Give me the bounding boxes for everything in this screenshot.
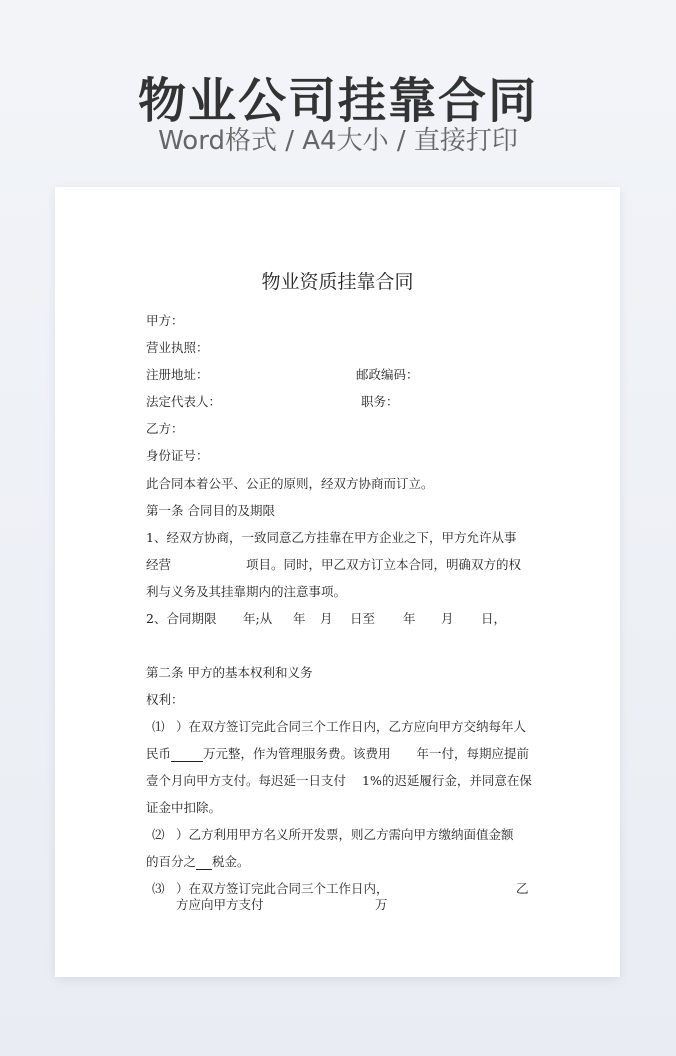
r1-line2 [146,744,529,762]
r2-line2b: 税金。 [212,854,250,869]
a1-p2-to-year: 年 [403,611,416,626]
a1-p2-from-day: 日至 [350,611,376,626]
business-license-label: 营业执照： [146,340,209,355]
intro-paragraph: 此合同本着公平、公正的原则，经双方协商而订立。 [146,476,434,491]
a1-p2-years: 年;从 [243,611,273,626]
a1-p1-line2a: 经营 [146,557,172,572]
r3-line1b: 乙 [516,881,529,896]
r2-line1: ）乙方利用甲方名义所开发票，则乙方需向甲方缴纳面值金额 [176,827,514,842]
percent-blank [196,855,212,870]
document-title: 物业资质挂靠合同 [261,271,414,293]
page-title: 物业公司挂靠合同 [137,73,538,129]
position-label: 职务： [361,394,399,409]
document-page [55,187,620,977]
r1-line2b: 万元整，作为管理服务费。该费用 [203,746,391,761]
party-b-label: 乙方： [146,421,184,436]
a1-p1-line1: 1、经双方协商，一致同意乙方挂靠在甲方企业之下，甲方允许从事 [146,530,517,545]
r1-line2a: 民币 [146,746,172,761]
r2-number: ⑵ [152,827,165,842]
a1-p1-line2b: 项目。同时，甲乙双方订立本合同，明确双方的权 [246,557,522,572]
a1-p2-to-month: 月 [441,611,454,626]
r2-line2a: 的百分之 [146,854,197,869]
reg-address-label: 注册地址： [146,367,209,382]
a1-p2-to-day: 日， [481,611,507,626]
legal-rep-label: 法定代表人： [146,394,222,409]
r1-line4: 证金中扣除。 [146,800,222,815]
a1-p1-line3: 利与义务及其挂靠期内的注意事项。 [146,584,347,599]
r3-number: ⑶ [152,881,165,896]
page-subtitle: Word格式 / A4大小 / 直接打印 [158,126,518,156]
r2-line2 [146,852,250,870]
rights-label: 权利： [146,692,184,707]
r1-line3 [146,771,532,789]
amount-blank [171,747,203,762]
id-number-label: 身份证号： [146,448,209,463]
r3-line2b: 万 [375,897,388,912]
r1-line1: ）在双方签订完此合同三个工作日内，乙方应向甲方交纳每年人 [176,719,527,734]
party-a-label: 甲方： [146,313,184,328]
r1-line3a: 壹个月向甲方支付。每迟延一日支付 [146,773,347,788]
r1-line2c: 年一付，每期应提前 [416,746,530,761]
r1-line3b: 1%的迟延履行金，并同意在保 [362,773,532,788]
r3-line1a: ）在双方签订完此合同三个工作日内， [176,881,389,896]
a1-p2-from-year: 年 [293,611,306,626]
postcode-label: 邮政编码： [356,367,419,382]
a1-p2-from-month: 月 [320,611,333,626]
r3-line2a: 方应向甲方支付 [176,897,264,912]
article-2-title: 第二条 甲方的基本权利和义务 [146,665,313,680]
r1-number: ⑴ [152,719,165,734]
a1-p2-term: 2、合同期限 [146,611,217,626]
article-1-title: 第一条 合同目的及期限 [146,503,275,518]
